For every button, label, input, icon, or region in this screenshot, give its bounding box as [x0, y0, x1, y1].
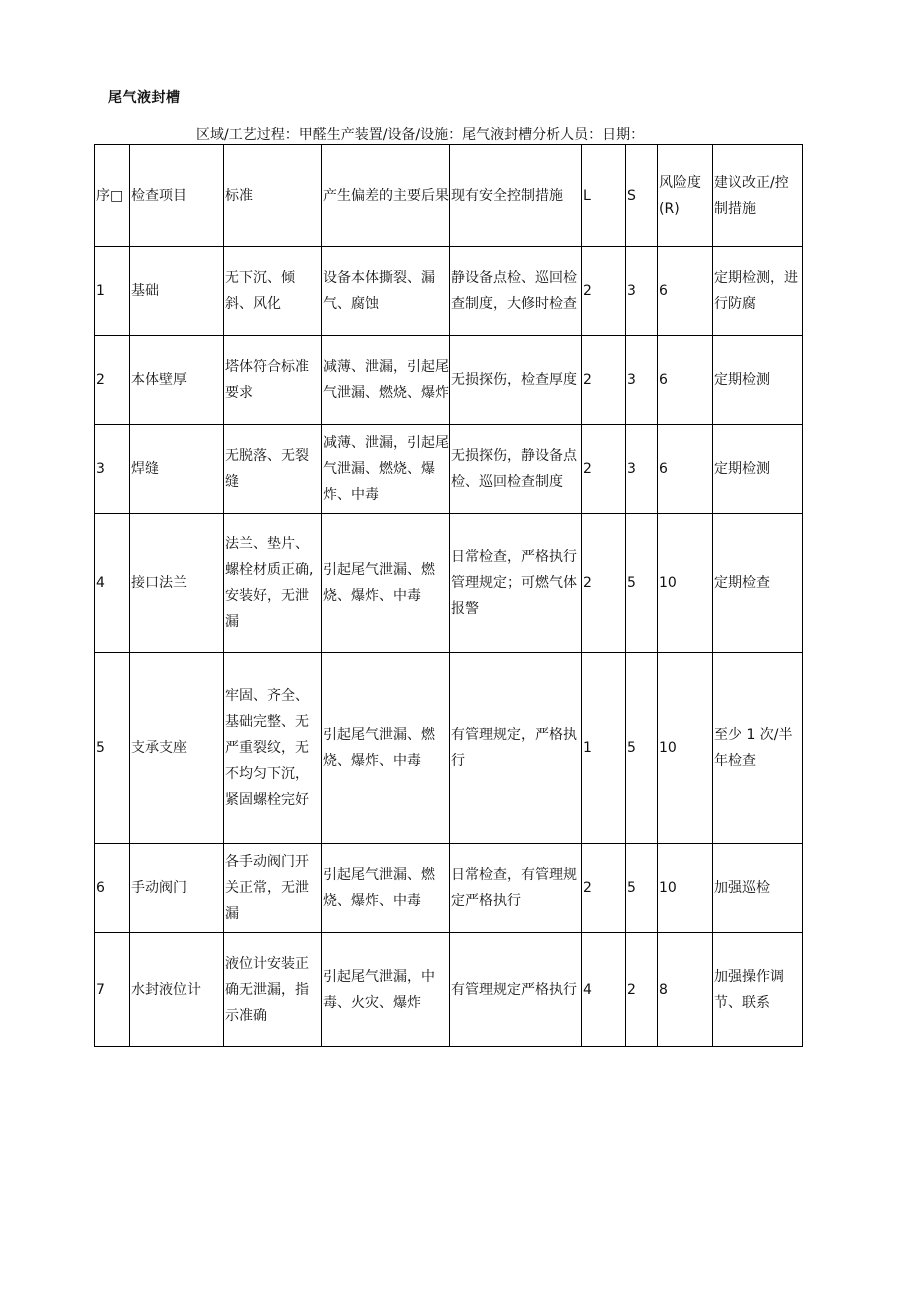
cell-item: 支承支座 [130, 653, 224, 844]
cell-suggestion: 定期检测 [713, 336, 803, 425]
cell-standard: 法兰、垫片、螺栓材质正确,安装好，无泄漏 [224, 514, 322, 653]
cell-suggestion: 加强操作调节、联系 [713, 933, 803, 1047]
cell-standard: 无脱落、无裂缝 [224, 425, 322, 514]
cell-s: 5 [626, 514, 658, 653]
cell-s: 5 [626, 653, 658, 844]
cell-risk: 10 [658, 653, 713, 844]
cell-suggestion: 定期检测 [713, 425, 803, 514]
cell-measures: 有管理规定严格执行 [450, 933, 582, 1047]
cell-s: 2 [626, 933, 658, 1047]
cell-l: 1 [582, 653, 626, 844]
document-subtitle: 区域/工艺过程：甲醛生产装置/设备/设施：尾气液封槽分析人员：日期： [196, 127, 645, 143]
header-seq: 序□ [95, 145, 130, 247]
table-row [95, 514, 803, 653]
table-row [95, 933, 803, 1047]
cell-l: 2 [582, 336, 626, 425]
header-standard: 标准 [224, 145, 322, 247]
cell-standard: 各手动阀门开关正常，无泄漏 [224, 844, 322, 933]
cell-measures: 无损探伤，静设备点检、巡回检查制度 [450, 425, 582, 514]
cell-risk: 6 [658, 336, 713, 425]
cell-seq: 5 [95, 653, 130, 844]
cell-seq: 2 [95, 336, 130, 425]
cell-suggestion: 至少 1 次/半年检查 [713, 653, 803, 844]
cell-seq: 3 [95, 425, 130, 514]
table-row [95, 653, 803, 844]
cell-l: 2 [582, 514, 626, 653]
cell-item: 基础 [130, 247, 224, 336]
cell-s: 3 [626, 247, 658, 336]
risk-analysis-table [94, 144, 803, 1047]
cell-seq: 6 [95, 844, 130, 933]
cell-item: 接口法兰 [130, 514, 224, 653]
header-item: 检查项目 [130, 145, 224, 247]
cell-l: 2 [582, 247, 626, 336]
cell-item: 手动阀门 [130, 844, 224, 933]
cell-consequence: 引起尾气泄漏、燃烧、爆炸、中毒 [322, 514, 450, 653]
header-measures: 现有安全控制措施 [450, 145, 582, 247]
document-title: 尾气液封槽 [108, 90, 181, 106]
cell-l: 4 [582, 933, 626, 1047]
cell-risk: 10 [658, 844, 713, 933]
cell-consequence: 设备本体撕裂、漏气、腐蚀 [322, 247, 450, 336]
header-risk: 风险度(R) [658, 145, 713, 247]
cell-s: 3 [626, 425, 658, 514]
cell-risk: 6 [658, 425, 713, 514]
cell-suggestion: 定期检查 [713, 514, 803, 653]
header-suggestion: 建议改正/控制措施 [713, 145, 803, 247]
cell-consequence: 减薄、泄漏，引起尾气泄漏、燃烧、爆炸 [322, 336, 450, 425]
table-row [95, 336, 803, 425]
cell-standard: 液位计安装正确无泄漏，指示准确 [224, 933, 322, 1047]
cell-standard: 牢固、齐全、基础完整、无严重裂纹，无不均匀下沉，紧固螺栓完好 [224, 653, 322, 844]
cell-s: 5 [626, 844, 658, 933]
cell-l: 2 [582, 425, 626, 514]
cell-suggestion: 加强巡检 [713, 844, 803, 933]
cell-measures: 有管理规定，严格执行 [450, 653, 582, 844]
cell-measures: 日常检查，严格执行管理规定；可燃气体报警 [450, 514, 582, 653]
cell-item: 本体壁厚 [130, 336, 224, 425]
cell-risk: 6 [658, 247, 713, 336]
table-row [95, 247, 803, 336]
cell-seq: 4 [95, 514, 130, 653]
cell-risk: 10 [658, 514, 713, 653]
header-l: L [582, 145, 626, 247]
cell-consequence: 减薄、泄漏，引起尾气泄漏、燃烧、爆炸、中毒 [322, 425, 450, 514]
header-s: S [626, 145, 658, 247]
cell-standard: 塔体符合标准要求 [224, 336, 322, 425]
cell-seq: 1 [95, 247, 130, 336]
cell-risk: 8 [658, 933, 713, 1047]
table-row [95, 844, 803, 933]
cell-consequence: 引起尾气泄漏、燃烧、爆炸、中毒 [322, 844, 450, 933]
cell-measures: 无损探伤，检查厚度 [450, 336, 582, 425]
cell-measures: 日常检查，有管理规定严格执行 [450, 844, 582, 933]
cell-s: 3 [626, 336, 658, 425]
cell-l: 2 [582, 844, 626, 933]
table-header-row [95, 145, 803, 247]
cell-item: 焊缝 [130, 425, 224, 514]
cell-consequence: 引起尾气泄漏、燃烧、爆炸、中毒 [322, 653, 450, 844]
header-consequence: 产生偏差的主要后果 [322, 145, 450, 247]
cell-suggestion: 定期检测，进行防腐 [713, 247, 803, 336]
cell-item: 水封液位计 [130, 933, 224, 1047]
cell-standard: 无下沉、倾斜、风化 [224, 247, 322, 336]
cell-consequence: 引起尾气泄漏，中毒、火灾、爆炸 [322, 933, 450, 1047]
cell-measures: 静设备点检、巡回检查制度，大修时检查 [450, 247, 582, 336]
table-row [95, 425, 803, 514]
cell-seq: 7 [95, 933, 130, 1047]
